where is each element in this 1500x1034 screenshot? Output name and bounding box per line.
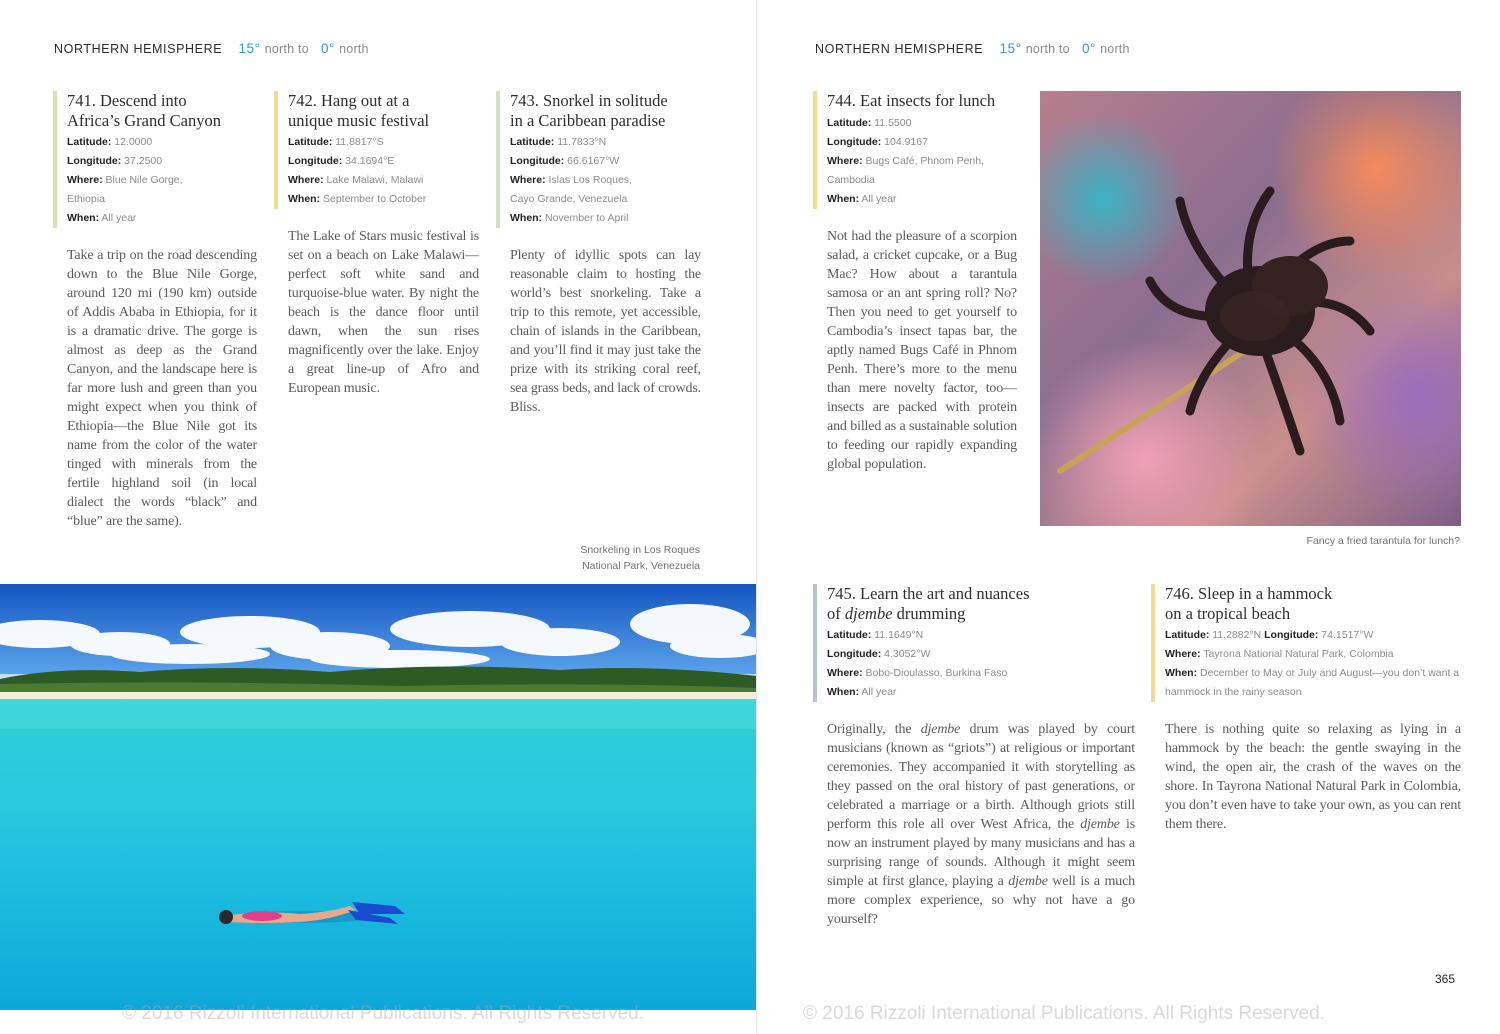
running-head-title: NORTHERN HEMISPHERE [815, 42, 984, 56]
where [510, 171, 701, 190]
entry-header [813, 584, 1135, 702]
coordinates [1165, 626, 1461, 645]
where [67, 171, 257, 190]
longitude [67, 152, 257, 171]
entry-body: Not had the pleasure of a scorpion salad, a cricket cupcake, or a Bug Mac? How about a tarantula samosa or an ant spring roll? No? Then you need to get yourself to Cambodia’s insect tapas bar, the aptly named Bugs Café in Phnom Penh. There’s more to the menu than mere novelty factor, too—insects are packed with protein and billed as a sustainable solution to feeding our rapidly expanding global population. [827, 228, 1017, 472]
longitude-value: 74.1517°W [1321, 629, 1374, 641]
longitude [288, 152, 479, 171]
where-value: Ethiopia [67, 193, 105, 205]
when-label: When: [288, 193, 321, 205]
longitude [510, 152, 701, 171]
running-head-from-word: north to [264, 42, 309, 56]
entry-body: Take a trip on the road descending down to the Blue Nile Gorge, around 120 mi (190 km) outside of Addis Ababa in Ethiopia, for it is a dramatic drive. The gorge is almost as deep as the Grand Canyon, and the landscape here is far more lush and green than you might expect when you think of Ethiopia—the Blue Nile got its name from the color of the water tinged with minerals from the fertile highland soil (in local dialect the words “black” and “blue” are the same). [67, 248, 257, 529]
longitude-value: 34.1694°E [345, 155, 395, 167]
entry-746 [1151, 584, 1461, 834]
entry-title-line: Africa’s Grand Canyon [67, 110, 221, 130]
entry-body: Plenty of idyllic spots can lay reasonable claim to hosting the world’s best snorkeling. Take a trip to this remote, yet accessible, chain of islands in the Caribbean, and you’ll find it may just take the prize with its striking coral reef, sea grass beds, and lack of crowds. Bliss. [510, 248, 701, 415]
latitude-value: 11.1649°N [874, 629, 924, 641]
running-head-to-degree: 0° [1081, 41, 1097, 56]
entry-title-text: drumming [892, 603, 966, 623]
longitude-value: 104.9167 [884, 135, 928, 148]
where-label: Where: [288, 174, 324, 186]
entry-title-line: 743. Snorkel in solitude [510, 91, 668, 110]
when-value: November to April [545, 212, 629, 224]
where [1165, 645, 1461, 664]
photo-caption [520, 542, 700, 574]
entry-header [813, 91, 1017, 209]
longitude-value: 4.3052°W [884, 648, 931, 660]
entry-title [827, 584, 1135, 623]
longitude [827, 645, 1135, 664]
where-value: Bobo-Dioulasso, Burkina Faso [865, 667, 1008, 679]
entry-title [288, 91, 479, 130]
entry-title-line: in a Caribbean paradise [510, 110, 666, 130]
when [288, 190, 479, 209]
latitude-value: 11.7833°N [557, 136, 607, 148]
entry-body: There is nothing quite so relaxing as lying in a hammock by the beach: the gentle swaying in the wind, the open air, the crash of the waves on the shore. In Tayrona National Natural Park in Colombia, you don’t even have to take your own, as you can rent them there. [1165, 722, 1461, 832]
longitude-value: 37.2500 [124, 155, 163, 167]
entry-title [1165, 584, 1461, 623]
where-label: Where: [1165, 648, 1201, 660]
entry-header [1151, 584, 1461, 702]
running-head-from-degree: 15° [999, 41, 1022, 56]
latitude-value: 11.8817°S [335, 136, 384, 148]
latitude [288, 133, 479, 152]
running-head-to-degree: 0° [320, 41, 336, 56]
entry-743 [496, 91, 701, 417]
when-value: All year [861, 192, 897, 205]
body-text: is now an instrument played by many musicians and has a surprising range of sounds. Although it might seem simple at first glance, playing a [827, 817, 1135, 889]
tarantula-photo [1040, 91, 1461, 526]
latitude-label: Latitude: [827, 629, 872, 641]
where-value: Islas Los Roques, [548, 174, 632, 186]
entry-header [274, 91, 479, 209]
where [827, 152, 1017, 171]
latitude-label: Latitude: [67, 136, 112, 148]
entry-title-text: of [827, 603, 845, 623]
longitude-label: Longitude: [1264, 629, 1319, 641]
body-text: well is a much more complex experience, so why not have a go yourself? [827, 874, 1136, 927]
latitude-value: 11.2882°N [1212, 629, 1262, 641]
latitude-value: 12.0000 [114, 136, 153, 148]
when-label: When: [1165, 667, 1198, 679]
copyright-watermark: © 2016 Rizzoli International Publications. All Rights Reserved. [803, 1003, 1325, 1024]
longitude-label: Longitude: [827, 135, 882, 148]
entry-title-line: on a tropical beach [1165, 603, 1291, 623]
body-emphasis: djembe [920, 722, 961, 737]
when-value: All year [861, 686, 897, 698]
where-label: Where: [827, 667, 863, 679]
right-page [757, 0, 1500, 1034]
where-value: Cayo Grande, Venezuela [510, 193, 628, 205]
running-head-right [815, 41, 1130, 56]
longitude-label: Longitude: [67, 155, 122, 167]
where-value: Blue Nile Gorge, [105, 174, 183, 186]
longitude-label: Longitude: [288, 155, 343, 167]
longitude-label: Longitude: [510, 155, 565, 167]
when-label: When: [827, 686, 860, 698]
entry-741 [53, 91, 257, 531]
running-head-from-degree: 15° [238, 41, 261, 56]
latitude [827, 114, 1017, 133]
entry-title [67, 91, 257, 130]
entry-title-line: 741. Descend into [67, 91, 187, 110]
body-emphasis: djembe [1008, 874, 1048, 889]
where [288, 171, 479, 190]
latitude-label: Latitude: [288, 136, 333, 148]
running-head-title: NORTHERN HEMISPHERE [54, 42, 223, 56]
copyright-watermark: © 2016 Rizzoli International Publications. All Rights Reserved. [122, 1003, 644, 1024]
latitude-label: Latitude: [827, 116, 872, 129]
where-value: Cambodia [827, 173, 875, 186]
where-continued [827, 171, 1017, 190]
snorkeling-photo [0, 584, 757, 1010]
body-text: Originally, the [827, 722, 921, 737]
when [510, 209, 701, 228]
page-number: 365 [1435, 972, 1456, 986]
running-head-to-word: north [339, 42, 369, 56]
body-emphasis: djembe [1080, 817, 1120, 832]
entry-title-emphasis: djembe [844, 603, 893, 623]
when-label: When: [510, 212, 543, 224]
when [1165, 664, 1461, 702]
where-value: Bugs Café, Phnom Penh, [865, 154, 985, 167]
where-label: Where: [67, 174, 103, 186]
longitude [827, 133, 1017, 152]
when-label: When: [67, 212, 100, 224]
when-label: When: [827, 192, 860, 205]
entry-title-line: unique music festival [288, 110, 430, 130]
entry-title-line: 742. Hang out at a [288, 91, 410, 110]
entry-title-line: 746. Sleep in a hammock [1165, 584, 1333, 603]
entry-body: The Lake of Stars music festival is set on a beach on Lake Malawi—perfect soft white sand and turquoise-blue water. By night the beach is the dance floor until dawn, when the sun rises magnificently over the lake. Enjoy a great line-up of Afro and European music. [288, 229, 479, 396]
longitude-value: 66.6167°W [567, 155, 620, 167]
caption-line: National Park, Venezuela [582, 560, 700, 572]
entry-header [496, 91, 701, 228]
when [827, 683, 1135, 702]
body-text: drum was played by court musicians (known as “griots”) at religious or important ceremonies. They accompanied it with storytelling as they passed on the oral history of past generations, or celebrated a marriage or a birth. Although griots still perform this role all over West Africa, the [827, 722, 1135, 832]
where-value: Lake Malawi, Malawi [326, 174, 424, 186]
entry-title [510, 91, 701, 130]
where [827, 664, 1135, 683]
where-label: Where: [827, 154, 863, 167]
entry-745 [813, 584, 1135, 929]
running-head-left [54, 41, 369, 56]
entry-744 [813, 91, 1017, 474]
latitude [510, 133, 701, 152]
entry-title-line: 745. Learn the art and nuances [827, 584, 1030, 603]
when [67, 209, 257, 228]
snorkeling-scene [0, 584, 757, 1010]
where-value: Tayrona National Natural Park, Colombia [1203, 648, 1394, 660]
latitude [67, 133, 257, 152]
photo-caption: Fancy a fried tarantula for lunch? [1306, 535, 1460, 547]
when-value: September to October [323, 193, 427, 205]
where-continued [67, 190, 257, 209]
when-value: December to May or July and August—you don’t want a hammock in the rainy season [1165, 667, 1460, 698]
entry-body [813, 720, 1135, 929]
tarantula-scene [1040, 91, 1461, 526]
latitude-label: Latitude: [1165, 629, 1210, 641]
latitude [827, 626, 1135, 645]
when [827, 190, 1017, 209]
running-head-to-word: north [1100, 42, 1130, 56]
longitude-label: Longitude: [827, 648, 882, 660]
latitude-label: Latitude: [510, 136, 555, 148]
latitude-value: 11.5500 [874, 116, 912, 129]
entry-742 [274, 91, 479, 398]
where-label: Where: [510, 174, 546, 186]
running-head-from-word: north to [1025, 42, 1070, 56]
entry-header [53, 91, 257, 228]
when-value: All year [101, 212, 137, 224]
caption-line: Snorkeling in Los Roques [580, 544, 700, 556]
entry-title: 744. Eat insects for lunch [827, 91, 996, 110]
where-continued [510, 190, 701, 209]
